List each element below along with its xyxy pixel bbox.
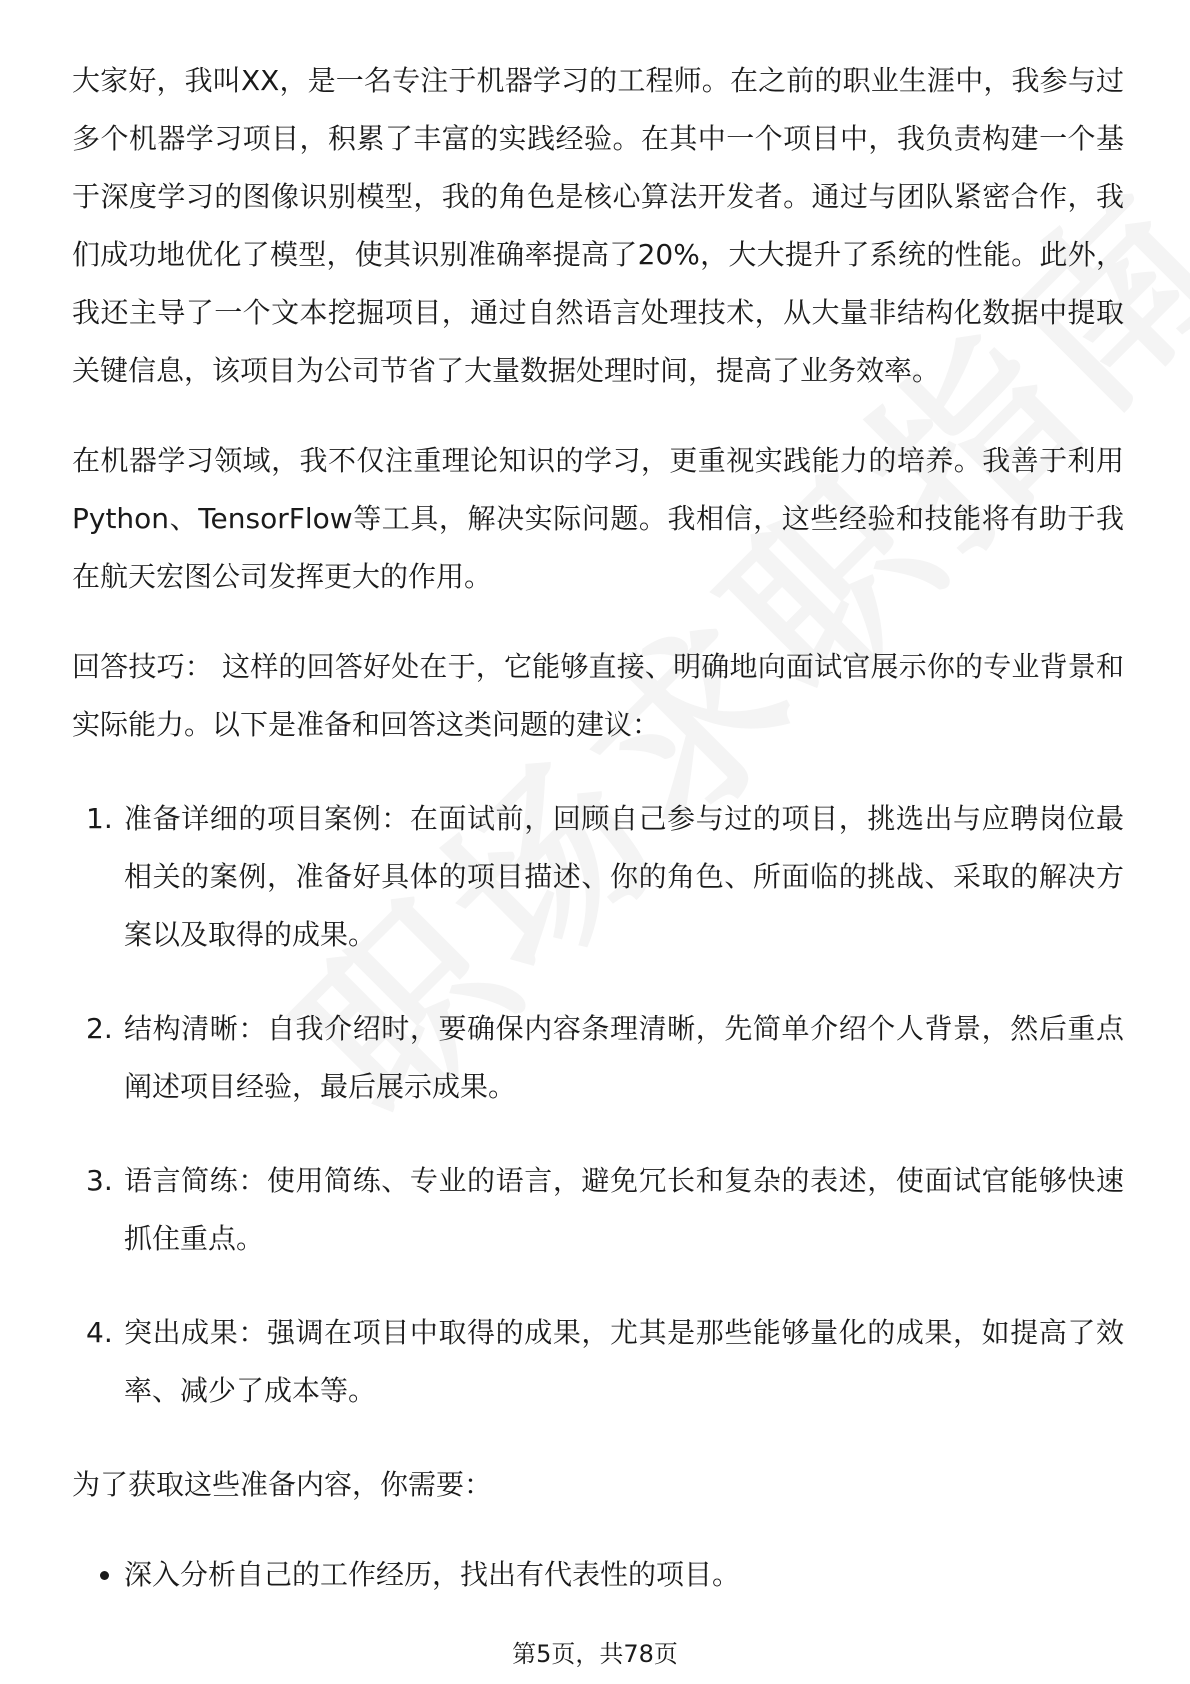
bullet-list [72,1546,1124,1604]
page-number-footer: 第5页，共78页 [512,1640,678,1668]
list-number: 3. [86,1164,113,1197]
list-item [72,1152,1124,1268]
tips-list [72,790,1124,1420]
list-number: 1. [86,802,113,835]
list-item [72,1000,1124,1116]
list-item-text: 突出成果：强调在项目中取得的成果，尤其是那些能够量化的成果，如提高了效率、减少了成本等。 [124,1316,1124,1407]
bullet-item [72,1546,1124,1604]
intro-paragraph: 大家好，我叫XX，是一名专注于机器学习的工程师。在之前的职业生涯中，我参与过多个机器学习项目，积累了丰富的实践经验。在其中一个项目中，我负责构建一个基于深度学习的图像识别模型，我的角色是核心算法开发者。通过与团队紧密合作，我们成功地优化了模型，使其识别准确率提高了20%，大大提升了系统的性能。此外，我还主导了一个文本挖掘项目，通过自然语言处理技术，从大量非结构化数据中提取关键信息，该项目为公司节省了大量数据处理时间，提高了业务效率。 [72,64,1124,387]
list-number: 4. [86,1316,113,1349]
bullet-item-text: 深入分析自己的工作经历，找出有代表性的项目。 [124,1558,741,1591]
list-item-text: 结构清晰：自我介绍时，要确保内容条理清晰，先简单介绍个人背景，然后重点阐述项目经验，最后展示成果。 [124,1012,1124,1103]
list-item [72,790,1124,964]
list-number: 2. [86,1012,113,1045]
bullet-dot-icon [100,1571,109,1580]
prep-intro-paragraph: 为了获取这些准备内容，你需要： [72,1468,493,1501]
list-item-text: 准备详细的项目案例：在面试前，回顾自己参与过的项目，挑选出与应聘岗位最相关的案例，准备好具体的项目描述、你的角色、所面临的挑战、采取的解决方案以及取得的成果。 [124,802,1124,951]
document-body [72,52,1124,1604]
skills-paragraph: 在机器学习领域，我不仅注重理论知识的学习，更重视实践能力的培养。我善于利用Python、TensorFlow等工具，解决实际问题。我相信，这些经验和技能将有助于我在航天宏图公司发挥更大的作用。 [72,444,1124,593]
list-item-text: 语言简练：使用简练、专业的语言，避免冗长和复杂的表述，使面试官能够快速抓住重点。 [124,1164,1124,1255]
answer-tips-paragraph: 回答技巧： 这样的回答好处在于，它能够直接、明确地向面试官展示你的专业背景和实际能力。以下是准备和回答这类问题的建议： [72,650,1124,741]
list-item [72,1304,1124,1420]
